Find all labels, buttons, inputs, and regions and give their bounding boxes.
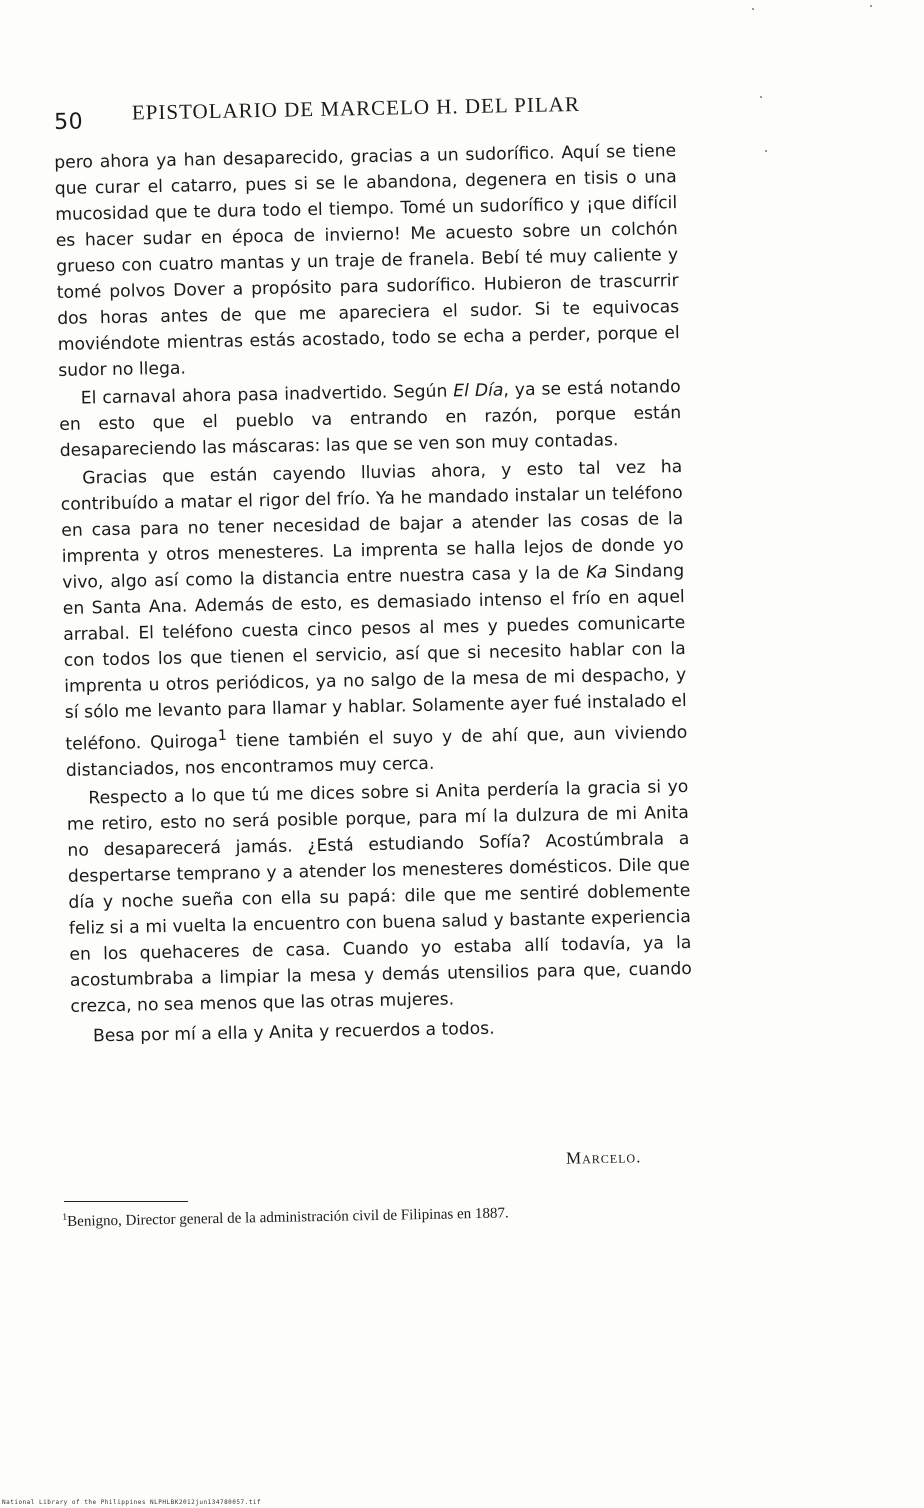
footnote-reference: 1 xyxy=(217,727,228,744)
letter-body xyxy=(54,138,693,1050)
footnote-text: Benigno, Director general de la administración civil de Filipinas en 1887. xyxy=(67,1205,509,1230)
scan-speck xyxy=(760,96,762,98)
signature: Marcelo. xyxy=(565,1147,642,1168)
footnote xyxy=(62,1198,678,1230)
footnote-marker: 1 xyxy=(62,1211,68,1223)
footnote-divider xyxy=(64,1201,188,1202)
newspaper-title: El Día xyxy=(453,380,504,402)
paragraph-3 xyxy=(60,454,688,784)
closing-line: Besa por mí a ella y Anita y recuerdos a todos. xyxy=(92,1018,495,1047)
paragraph-3-text-b: Sindang en Santa Ana. Además de esto, es demasiado intenso el frío en aquel arrabal. El teléfono cuesta cinco pesos al mes y puedes comunicarte con todos los que tienen el servicio, así que si necesito hablar con la imprenta u otros periódicos, ya no salgo de la mesa de mi despacho, y sí sólo me levanto para llamar y hablar. Solamente ayer fué instalado el teléfono. Quiroga xyxy=(62,560,687,755)
place-name-ka: Ka xyxy=(585,562,608,583)
paragraph-3-text-c: tiene también el suyo y de ahí que, aun viviendo distanciados, nos encontramos muy cerca. xyxy=(65,722,688,781)
page-header xyxy=(54,87,615,138)
scan-speck xyxy=(752,8,754,10)
scan-speck xyxy=(765,150,767,152)
paragraph-1: pero ahora ya han desaparecido, gracias a un sudorífico. Aquí se tiene que curar el catarro, pues si se le abandona, degenera en tisis o una mucosidad que te dura todo el tiempo. Tomé un sudorífico y ¡que difícil es hacer sudar en época de invierno! Me acuesto sobre un colchón grueso con cuatro mantas y un traje de franela. Bebí té muy caliente y tomé polvos Dover a propósito para sudorífico. Hubieron de trascurrir dos horas antes de que me apareciera el sudor. Si te equivocas moviéndote mientras estás acostado, todo se echa a perder, porque el sudor no llega. xyxy=(54,141,680,381)
running-head: EPISTOLARIO DE MARCELO H. DEL PILAR xyxy=(131,91,581,125)
page-number: 50 xyxy=(53,109,84,135)
paragraph-2-text-a: El carnaval ahora pasa inadvertido. Según xyxy=(80,381,454,409)
scan-speck xyxy=(870,5,872,7)
paragraph-3-text-a: Gracias que están cayendo lluvias ahora, y esto tal vez ha contribuído a matar el rigor del frío. Ya he mandado instalar un teléfono en casa para no tener necesidad de bajar a atender las cosas de la imprenta y otros menesteres. La imprenta se halla lejos de donde yo vivo, algo así como la distancia entre nuestra casa y la de xyxy=(60,457,684,593)
paragraph-2 xyxy=(59,374,682,464)
paragraph-2-text-b: , ya se está notando en esto que el pueblo va entrando en razón, porque están desapareciendo las máscaras: las que se ven son muy contadas. xyxy=(59,377,682,461)
paragraph-4: Respecto a lo que tú me dices sobre si Anita perdería la gracia si yo me retiro, esto no será posible porque, para mí la dulzura de mi Anita no desaparecerá jamás. ¿Está estudiando Sofía? Acostúmbrala a despertarse temprano y a atender los menesteres domésticos. Dile que día y noche sueña con ella su papá: dile que me sentiré doblemente feliz si a mi vuelta la encuentro con buena salud y bastante experiencia en los quehaceres de casa. Cuando yo estaba allí todavía, ya la acostumbraba a limpiar la mesa y demás utensilios para que, cuando crezca, no sea menos que las otras mujeres. xyxy=(66,776,693,1017)
scan-footer: National Library of the Philippines NLPHLBK2012jun134780057.tif xyxy=(2,1499,262,1506)
